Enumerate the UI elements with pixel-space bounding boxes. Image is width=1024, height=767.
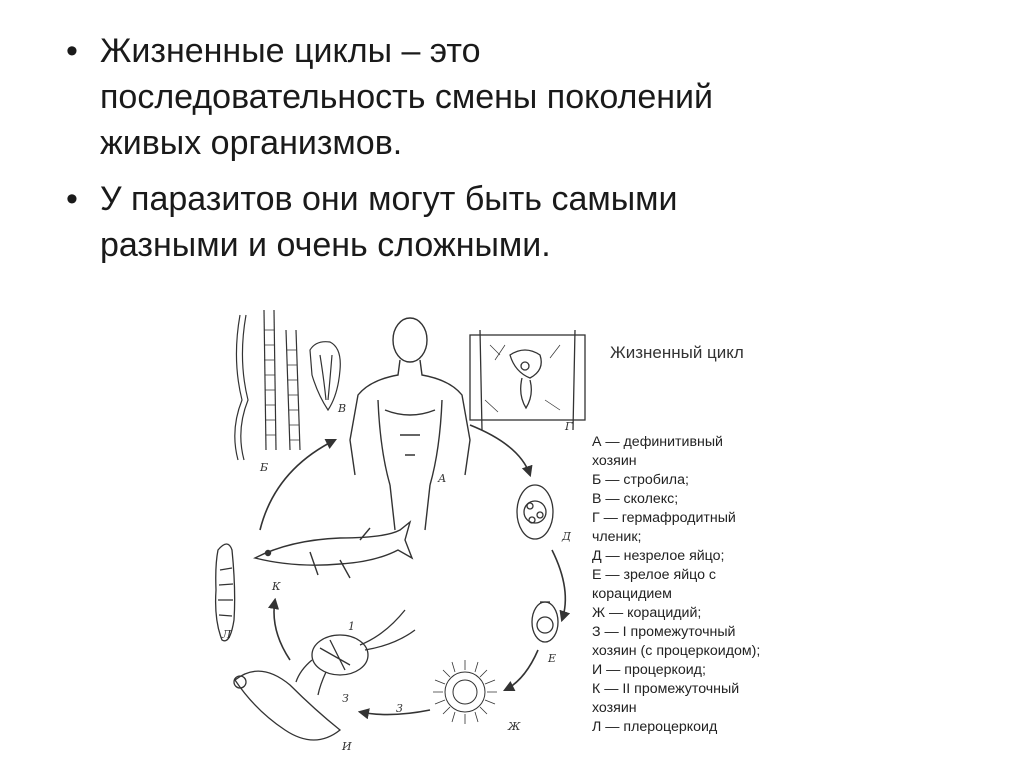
plerocercoid-figure — [216, 544, 235, 641]
legend-row: Б — стробила; — [592, 472, 689, 488]
bullet-text-line: последовательность смены поколений — [100, 78, 714, 116]
legend-row: Ж — корацидий; — [592, 605, 702, 621]
figure-label: 1 — [348, 620, 355, 633]
bullet-text-line: Жизненные циклы – это — [100, 32, 481, 70]
figure-label: Л — [222, 628, 232, 641]
bullet-text-line: живых организмов. — [100, 124, 403, 162]
cycle-arrow — [470, 425, 530, 475]
legend-list — [592, 433, 760, 737]
figure-label: Д — [562, 530, 571, 543]
bullet-item — [58, 28, 958, 166]
second-host-fish-figure — [255, 522, 412, 578]
legend-row: членик; — [592, 529, 642, 545]
coracidium-figure — [433, 660, 497, 724]
legend-row: Д — незрелое яйцо; — [592, 548, 725, 564]
immature-egg-figure — [517, 485, 553, 539]
bullet-text-line: разными и очень сложными. — [100, 226, 551, 264]
figure-label: З — [342, 692, 349, 705]
cycle-arrow — [274, 600, 290, 660]
bullet-marker: • — [66, 180, 78, 218]
figure-label: Б — [260, 461, 269, 474]
proglottid-figure — [470, 330, 585, 430]
cycle-arrow — [260, 440, 335, 530]
bullet-marker: • — [66, 32, 78, 70]
copepod-figure — [296, 610, 415, 695]
legend-row: хозяин (с процеркоидом); — [592, 643, 761, 659]
legend-row: хозяин — [592, 453, 637, 469]
procercoid-figure — [234, 671, 340, 740]
scolex-figure — [310, 342, 340, 410]
figure-label: В — [338, 402, 347, 415]
figure-label: А — [438, 472, 447, 485]
cycle-arrow — [505, 650, 538, 690]
legend-title: Жизненный цикл — [610, 343, 744, 362]
figure-label: Г — [565, 420, 573, 433]
bullet-item — [58, 176, 958, 268]
legend-row: Л — плероцеркоид — [592, 719, 718, 735]
figure-label: К — [272, 580, 281, 593]
strobila-figure — [235, 310, 300, 460]
legend-row: З — I промежуточный — [592, 624, 736, 640]
legend-row: Е — зрелое яйцо с — [592, 567, 717, 583]
legend-row: И — процеркоид; — [592, 662, 706, 678]
legend-row: К — II промежуточный — [592, 681, 740, 697]
mature-egg-figure — [532, 602, 558, 642]
figure-label: Е — [548, 652, 557, 665]
bullet-text-line: У паразитов они могут быть самыми — [100, 180, 678, 218]
figure-label: Ж — [508, 720, 521, 733]
legend-row: В — сколекс; — [592, 491, 679, 507]
legend-row: корацидием — [592, 586, 672, 602]
legend-row: А — дефинитивный — [592, 434, 723, 450]
legend-row: Г — гермафродитный — [592, 510, 736, 526]
figure-label: 3 — [396, 702, 403, 715]
definitive-host-figure — [350, 318, 470, 530]
figure-label: И — [342, 740, 352, 753]
cycle-arrow — [360, 710, 430, 715]
bullet-list — [58, 28, 958, 278]
cycle-arrow — [552, 550, 565, 620]
legend-row: хозяин — [592, 700, 637, 716]
